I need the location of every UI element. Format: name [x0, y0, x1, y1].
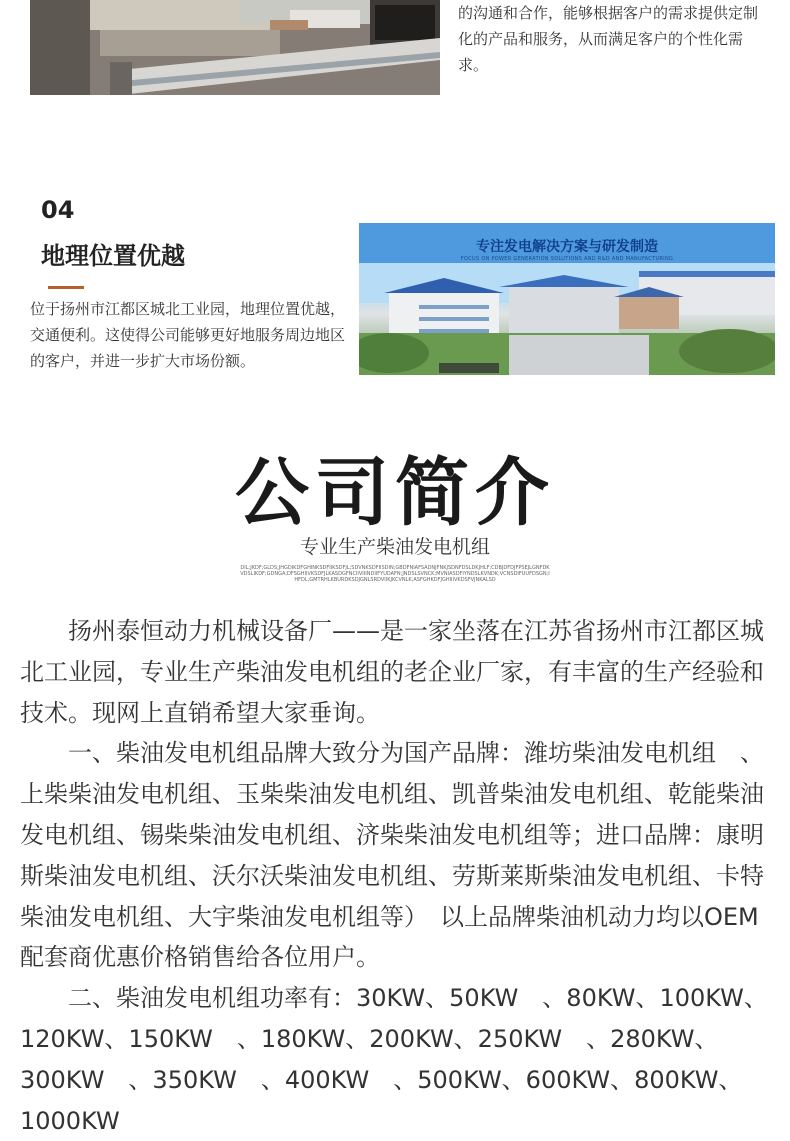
intro-article [20, 611, 772, 1141]
intro-subtitle: 专业生产柴油发电机组 [299, 536, 490, 558]
power-paragraph: 二、柴油发电机组功率有：30KW、50KW 、80KW、100KW、120KW、150KW 、180KW、200KW、250KW 、280KW、300KW 、350KW 、400KW 、500KW、600KW、800KW、1000KW [20, 984, 768, 1135]
banner-headline: 专注发电解决方案与研发制造 [476, 239, 658, 255]
cooperation-paragraph: 的沟通和合作，能够根据客户的需求提供定制化的产品和服务，从而满足客户的个性化需求。 [458, 4, 759, 74]
section-body: 位于扬州市江都区城北工业园，地理位置优越，交通便利。这使得公司能够更好地服务周边地区的客户，并进一步扩大市场份额。 [30, 300, 346, 370]
office-photo [30, 0, 440, 95]
office-scene-illustration [30, 0, 440, 95]
section-divider [48, 286, 84, 289]
section-number: 04 [41, 196, 75, 224]
intro-paragraph: 扬州泰恒动力机械设备厂——是一家坐落在江苏省扬州市江都区城北工业园，专业生产柴油发电机组的老企业厂家，有丰富的生产经验和技术。现网上直销希望大家垂询。 [20, 617, 764, 727]
decorative-tiny-text: DIL;JKDF;GLDS;JHGDIKDFGHINKSDFIIKSDFJL;SDVNKSDFIISDIN;GBDFNIAFSADNJFNKJSDNFDSLDKJHLF;CDBJDFDJFPSEJLGNFDKVDSLIKDF;GDNGA;DFSGHIIVKSDFJLKASDGFNCIIVIIINDIIFYUDAFN;JNDSLSVNCK;MVNIASDFIYNDSLKVNDK;VCNSDIFUUFDSGN;IHFDL;GMTRHLKBURDKSDJGNLSRDVIIKJKCVNLK;ASFGHKDFJGHIIIVKDSFVJNKALSD [240, 565, 550, 583]
intro-title: 公司简介 [235, 450, 555, 536]
factory-photo [359, 223, 775, 375]
section-title: 地理位置优越 [41, 242, 185, 270]
banner-subline: FOCUS ON POWER GENERATION SOLUTIONS AND R&D AND MANUFACTURING [460, 256, 674, 262]
brands-paragraph: 一、柴油发电机组品牌大致分为国产品牌：潍坊柴油发电机组 、上柴柴油发电机组、玉柴柴油发电机组、凯普柴油发电机组、乾能柴油发电机组、锡柴柴油发电机组、济柴柴油发电机组等；进口品牌：康明斯柴油发电机组、沃尔沃柴油发电机组、劳斯莱斯柴油发电机组、卡特柴油发电机组、大宇柴油发电机组等） 以上品牌柴油机动力均以OEM配套商优惠价格销售给各位用户。 [20, 739, 764, 972]
